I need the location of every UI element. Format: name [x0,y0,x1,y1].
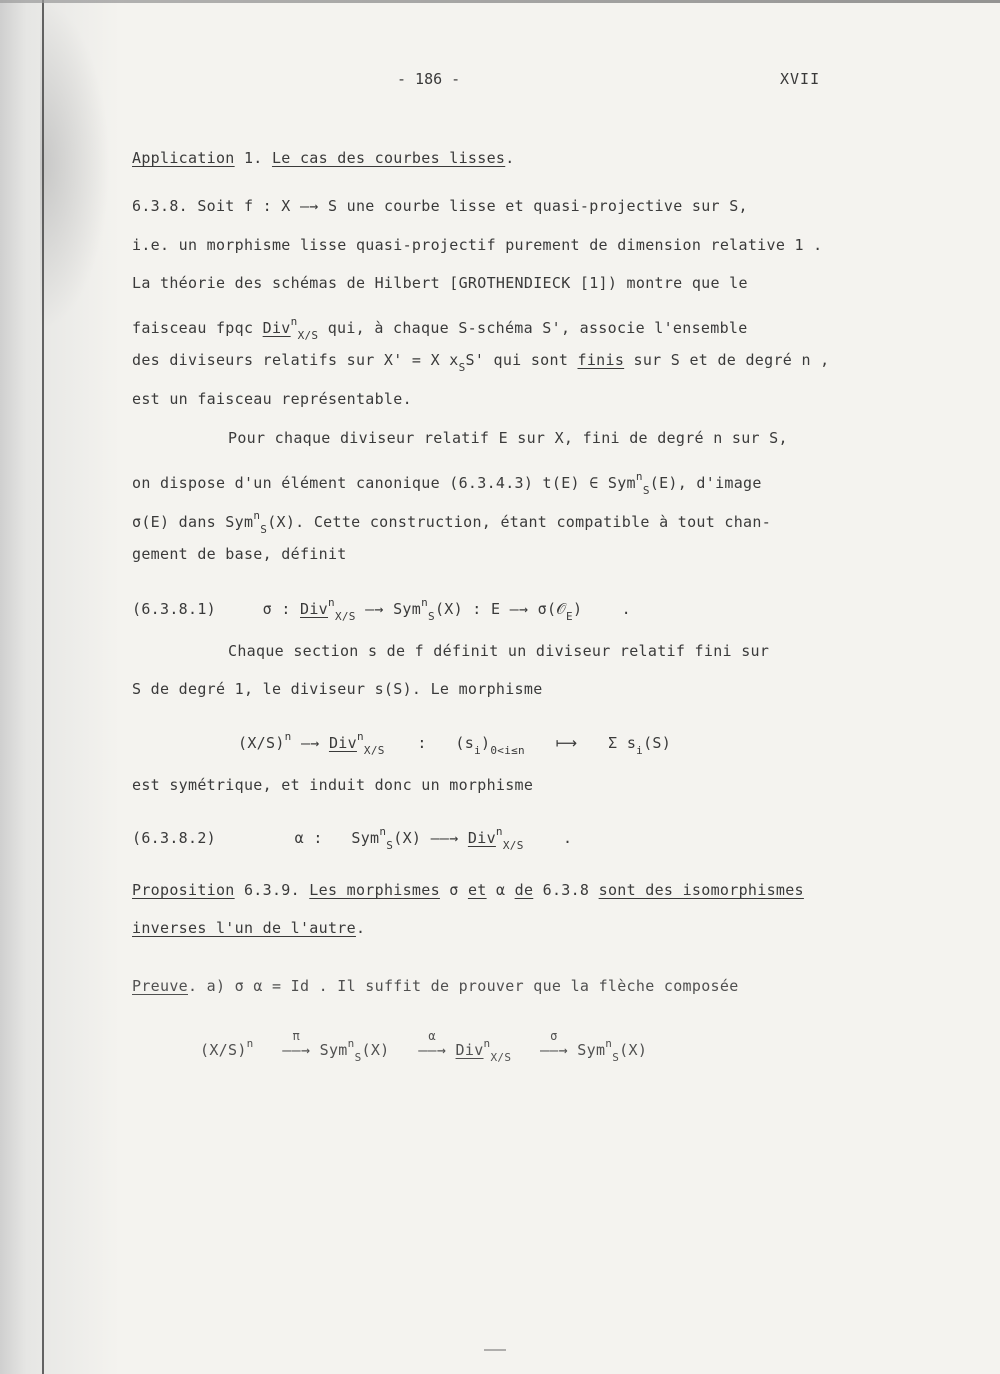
para1-line6: est un faisceau représentable. [132,390,412,408]
para2-line2: on dispose d'un élément canonique (6.3.4.3) t(E) ∈ Sym$^n_S$(E), d'image [132,470,762,497]
section-title: Application 1. Le cas des courbes lisses. [132,149,515,167]
arrow-pi: π ——→ [282,1029,311,1059]
para1-line2: i.e. un morphisme lisse quasi-projectif purement de dimension relative 1 . [132,236,823,254]
para2-line3: σ(E) dans Sym$^n_S$(X). Cette construction, étant compatible à tout chan- [132,509,772,536]
arrow-icon: ——→ [418,1041,447,1059]
para4-line1: est symétrique, et induit donc un morphisme [132,776,534,794]
para3-line1: Chaque section s de f définit un diviseur relatif fini sur [228,642,770,660]
para1-line4: faisceau fpqc Div$^n_{X/S}$ qui, à chaque S-schéma S', associe l'ensemble [132,315,748,342]
equation-label: (6.3.8.2) [132,829,216,847]
arrow-icon: ——→ [430,829,459,847]
equation-6382: (6.3.8.2) α : Sym$^n_S$(X) ——→ Div$^n_{X/S}$ . [132,825,573,852]
arrow-icon: —→ [299,197,319,215]
para1-line3: La théorie des schémas de Hilbert [GROTHENDIECK [1]) montre que le [132,274,748,292]
equation-6381: (6.3.8.1) σ : Div$^n_{X/S}$ —→ Sym$^n_S$(X) : E —→ σ(𝒪$_E$) . [132,596,632,623]
chapter-number: XVII [780,70,821,88]
arrow-sigma: σ ——→ [539,1029,568,1059]
para2-line1: Pour chaque diviseur relatif E sur X, fini de degré n sur S, [228,429,788,447]
arrow-icon: —→ [300,734,320,752]
equation-label: (6.3.8.1) [132,600,216,618]
arrow-icon: —→ [509,600,529,618]
para1-line1: 6.3.8. Soit f : X —→ S une courbe lisse et quasi-projective sur S, [132,197,748,215]
proposition-line1: Proposition 6.3.9. Les morphismes σ et α de 6.3.8 sont des isomorphismes [132,881,804,899]
arrow-icon: —→ [365,600,384,618]
equation-morphism: $(X/S)^n$ —→ Div$^n_{X/S}$ : $(s_i)_{0<i\le n}$ ⟼ Σ $s_i(S)$ [238,730,672,757]
para1-line5: des diviseurs relatifs sur X' = X $x_SS'$ qui sont finis sur S et de degré n , [132,351,830,374]
arrow-icon: ——→ [539,1041,568,1059]
proposition-line2: inverses l'un de l'autre. [132,919,366,937]
arrow-alpha: α ——→ [418,1029,447,1059]
para2-line4: gement de base, définit [132,545,347,563]
mapsto-arrow-icon: ⟼ [555,734,578,752]
para3-line2: S de degré 1, le diviseur s(S). Le morphisme [132,680,543,698]
equation-composite: $(X/S)^n$ π ——→ Sym$^n_S$(X) α ——→ Div$^n_{X/S}$ σ ——→ Sym$^n_S$(X) [200,1029,648,1064]
binding-edge-line [42,0,44,1374]
proof-line1: Preuve. a) σ α = Id . Il suffit de prouver que la flèche composée [132,977,739,995]
scan-top-edge [0,0,1000,3]
arrow-icon: ——→ [282,1041,311,1059]
scan-smudge [40,0,110,330]
page-number: - 186 - [397,70,461,88]
scan-mark [484,1349,506,1351]
